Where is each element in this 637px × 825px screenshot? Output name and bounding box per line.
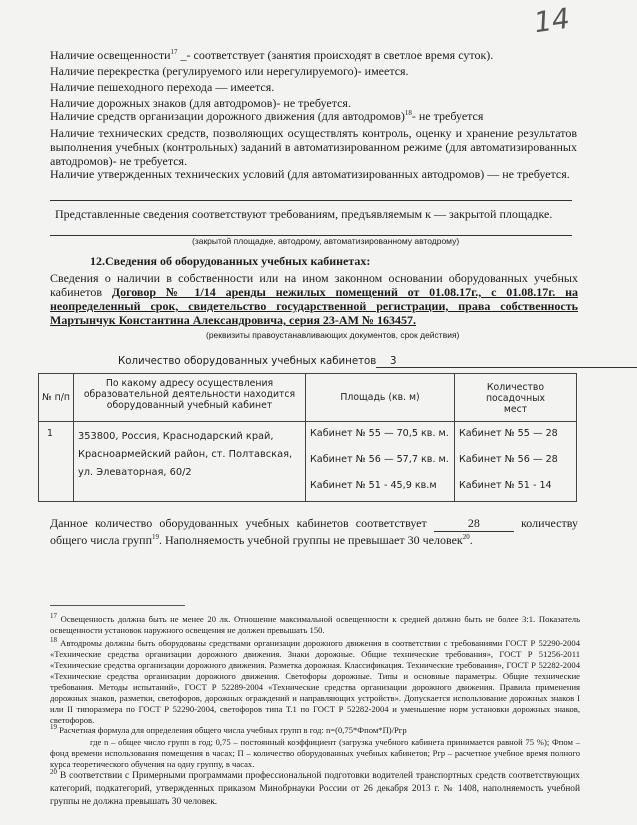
cabinet-count-label: Количество оборудованных учебных кабинетов <box>118 356 377 367</box>
area-56: Кабинет № 56 — 57,7 кв. м. <box>310 454 449 465</box>
cabinet-count-value: 3 <box>376 356 410 368</box>
section-12-intro-text: Сведения о наличии в собственности или на ином законном основании оборудованных учебных кабинетов <box>50 271 578 299</box>
line-traffic-means <box>50 109 483 123</box>
footnote-18-num: 18 <box>50 636 57 645</box>
summary-value: 28 <box>434 515 514 532</box>
line-lighting-b: _- соответствует (занятия происходят в светлое время суток). <box>177 48 494 62</box>
row-areas <box>306 422 455 502</box>
footnote-19-text: Расчетная формула для определения общего числа учебных групп в год: n=(0,75*Фпом*П)/Ргр <box>57 725 407 735</box>
footnote-ref-17: 17 <box>170 48 178 56</box>
footnote-19-where: где n – общее число групп в год; 0,75 – постоянный коэффициент (загрузка учебного кабинета принимается равной 75 %); Фпом – фонд времени использования помещения в часах; П – количество оборудованных учебных кабинетов; Ргр – расчетное учебное время полного курса теоретического обучения на одну группу, в часах. <box>50 737 580 769</box>
row-seats <box>455 422 577 502</box>
col-header-num: № п/п <box>39 374 74 422</box>
line-lighting-a: Наличие освещенности <box>50 48 171 62</box>
seats-56: Кабинет № 56 — 28 <box>459 454 558 465</box>
seats-55: Кабинет № 55 — 28 <box>459 428 558 439</box>
footnote-17-num: 17 <box>50 612 57 621</box>
cabinet-count-row <box>118 356 637 368</box>
row-address: 353800, Россия, Краснодарский край, Красноармейский район, ст. Полтавская, ул. Элеваторная, 60/2 <box>74 422 306 502</box>
line-technical-means: Наличие технических средств, позволяющих осуществлять контроль, оценку и хранение результатов выполнения учебных (контрольных) заданий в автоматизированном режиме (для автоматизированных автодромов)- не требуется. <box>50 126 577 168</box>
seats-51: Кабинет № 51 - 14 <box>459 480 552 491</box>
footnote-20-num: 20 <box>50 767 57 776</box>
col-header-address: По какому адресу осуществления образовательной деятельности находится оборудованный учебный кабинет <box>74 374 306 422</box>
footnote-18 <box>50 638 580 726</box>
footnote-ref-18: 18 <box>404 109 412 117</box>
line-lighting <box>50 48 493 62</box>
line-traffic-means-a: Наличие средств организации дорожного движения (для автодромов) <box>50 109 405 123</box>
line-crosswalk: Наличие пешеходного перехода — имеется. <box>50 80 275 94</box>
contract-details: Договор № 1/14 аренды нежилых помещений от 01.08.17г., с 01.08.17г. на неопределенный срок, свидетельство государственной регистрации, права собственность Мартынчук Константина Александровича, серия 23-АМ № 163457. <box>50 285 578 327</box>
table-row <box>39 422 577 502</box>
footnote-20-text: В соответствии с Примерными программами профессиональной подготовки водителей транспортных средств соответствующих категорий, подкатегорий, утвержденных приказом Минобрнауки России от 26 декабря 2013 г. № 1408, наполняемость учебной группы не должна превышать 30 человек. <box>50 771 580 807</box>
footnote-20 <box>50 767 580 809</box>
footnote-17 <box>50 614 580 636</box>
conformity-caption: (закрытой площадке, автодрому, автоматизированному автодрому) <box>192 236 460 246</box>
footnote-ref-19: 19 <box>152 533 159 541</box>
table-header-row <box>39 374 577 422</box>
area-55: Кабинет № 55 — 70,5 кв. м. <box>310 428 449 439</box>
cabinets-table <box>38 373 577 502</box>
col-header-seats: Количество посадочных мест <box>455 374 577 422</box>
line-crossroad: Наличие перекрестка (регулируемого или нерегулируемого)- имеется. <box>50 64 409 78</box>
conformity-text: Представленные сведения соответствуют требованиям, предъявляемым к — закрытой площадке. <box>55 207 553 221</box>
section-12-intro <box>50 271 578 327</box>
footnote-ref-20: 20 <box>462 533 470 541</box>
area-51: Кабинет № 51 - 45,9 кв.м <box>310 480 437 491</box>
section-12-heading: 12.Сведения об оборудованных учебных кабинетах: <box>90 254 371 268</box>
summary-c: . Наполняемость учебной группы не превышает 30 человек <box>159 533 463 547</box>
footnote-19-num: 19 <box>50 723 57 732</box>
footnote-19 <box>50 725 580 736</box>
contract-caption: (реквизиты правоустанавливающих документов, срок действия) <box>206 330 460 340</box>
col-header-area: Площадь (кв. м) <box>306 374 455 422</box>
footnote-18-text: Автодромы должны быть оборудованы средствами организации дорожного движения в соответствии с требованиями ГОСТ Р 52290-2004 «Технические средства организации дорожного движения. Знаки дорожные. Общие технические требования», ГОСТ Р 51256-2011 «Технические средства организации дорожного движения. Разметка дорожная. Классификация. Технические требования», ГОСТ Р 52282-2004 «Технические средства организации дорожного движения. Светофоры дорожные. Типы и основные параметры. Общие технические требования. Методы испытаний», ГОСТ Р 52289-2004 «Технические средства организации дорожного движения. Правила применения дорожных знаков, разметки, светофоров, дорожных ограждений и направляющих устройств». Допускается использование дорожных знаков I или II типоразмера по ГОСТ Р 52290-2004, светофоров типа Т.1 по ГОСТ Р 52282-2004 и уменьшение норм установки дорожных знаков, светофоров. <box>50 638 580 725</box>
footnote-17-text: Освещенность должна быть не менее 20 лк. Отношение максимальной освещенности к средней должно быть не более 3:1. Показатель освещенности установок наружного освещения не должен превышать 150. <box>50 614 580 635</box>
line-traffic-means-b: - не требуется <box>411 109 484 123</box>
page-number: 14 <box>531 1 572 40</box>
summary-d: . <box>469 533 473 547</box>
line-road-signs: Наличие дорожных знаков (для автодромов)- не требуется. <box>50 96 351 110</box>
row-num: 1 <box>39 422 74 502</box>
summary-a: Данное количество оборудованных учебных кабинетов соответствует <box>50 516 427 530</box>
divider-top <box>50 200 572 201</box>
footnote-separator <box>50 605 185 606</box>
summary-b: количеству общего числа групп <box>50 516 578 547</box>
line-technical-conditions: Наличие утвержденных технических условий (для автоматизированных автодромов) — не требуется. <box>50 167 570 181</box>
summary-paragraph <box>50 515 578 548</box>
cabinet-count-fill <box>410 356 637 368</box>
